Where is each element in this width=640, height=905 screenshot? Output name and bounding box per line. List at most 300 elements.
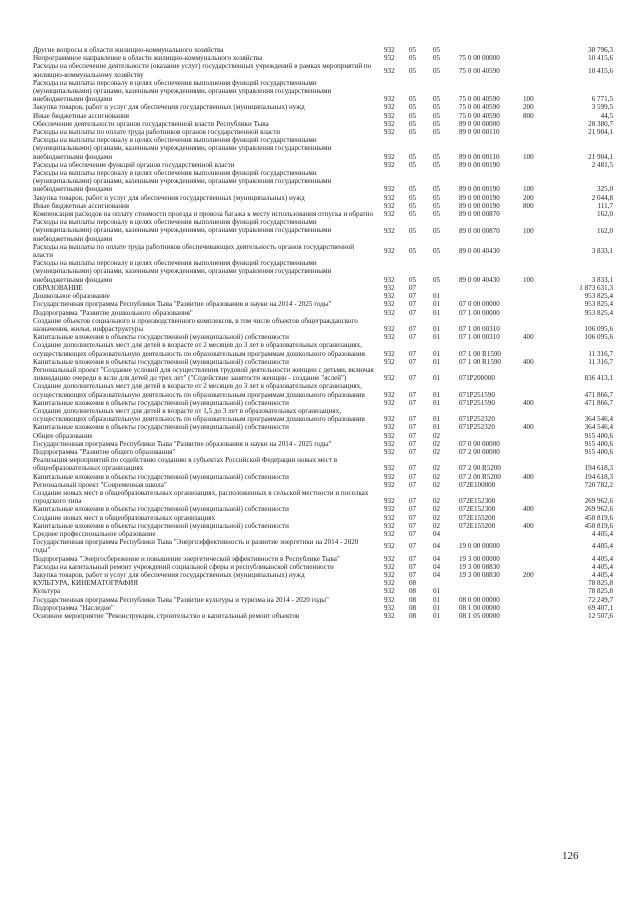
row-name: Обеспечение деятельности органов государственной власти Республики Тыва: [33, 119, 269, 128]
admin-code: 932: [384, 246, 395, 255]
table-row: [33, 555, 613, 563]
section-code: 05: [409, 103, 417, 112]
amount: 11 316,7: [588, 349, 613, 358]
row-name: Подпрограмма "Наследие": [33, 603, 114, 612]
subsection-code: 05: [433, 226, 441, 235]
section-code: 05: [409, 111, 417, 120]
subsection-code: 04: [433, 554, 441, 563]
row-name: Капитальные вложения в объекты государственной (муниципальной) собственности: [33, 472, 289, 481]
table-row: [33, 358, 613, 366]
row-name: Закупка товаров, работ и услуг для обеспечения государственных (муниципальных) нужд: [33, 193, 305, 202]
admin-code: 932: [384, 324, 395, 333]
row-name: Подпрограмма "Энергосбережение и повышение энергетической эффективности в Республике Тыва": [33, 554, 340, 563]
expense-type-code: 800: [523, 111, 534, 120]
admin-code: 932: [384, 210, 395, 219]
row-name: Иные бюджетные ассигнования: [33, 201, 130, 210]
table-row: [33, 522, 613, 530]
amount: 4 405,4: [591, 529, 613, 538]
section-code: 08: [409, 603, 417, 612]
amount: 915 400,6: [584, 439, 613, 448]
section-code: 05: [409, 210, 417, 219]
expense-type-code: 400: [523, 505, 534, 514]
section-code: 08: [409, 587, 417, 596]
table-row: [33, 62, 613, 78]
admin-code: 932: [384, 275, 395, 284]
amount: 111,7: [597, 201, 613, 210]
amount: 450 819,6: [584, 521, 613, 530]
admin-code: 932: [384, 95, 395, 104]
table-row: [33, 292, 613, 300]
subsection-code: 05: [433, 66, 441, 75]
subsection-code: 05: [433, 119, 441, 128]
amount: 836 413,1: [584, 374, 613, 383]
row-name: Расходы на выплаты по оплате труда работников обеспечивающих деятельность органов государственной власти: [33, 242, 355, 260]
row-name: Закупка товаров, работ и услуг для обеспечения государственных (муниципальных) нужд: [33, 103, 305, 112]
amount: 106 095,6: [584, 324, 613, 333]
row-name: Расходы на выплаты персоналу в целях обеспечения выполнения функций государственными (муниципальными) органами, казенными учреждениями, органами управления государственными внебюджетными фондами: [33, 136, 332, 161]
section-code: 07: [409, 571, 417, 579]
expense-type-code: 400: [523, 472, 534, 481]
row-name: Региональный проект "Современная школа": [33, 480, 167, 489]
row-name: Капитальные вложения в объекты государственной (муниципальной) собственности: [33, 333, 289, 342]
table-row: [33, 456, 613, 472]
row-name: Иные бюджетные ассигнования: [33, 111, 130, 120]
expense-type-code: 800: [523, 201, 534, 210]
subsection-code: 01: [433, 390, 441, 399]
admin-code: 932: [384, 497, 395, 506]
subsection-code: 01: [433, 308, 441, 317]
subsection-code: 01: [433, 374, 441, 383]
amount: 915 400,6: [584, 447, 613, 456]
subsection-code: 04: [433, 542, 441, 551]
target-article-code: 07 1 00 00310: [459, 324, 500, 333]
table-row: [33, 423, 613, 431]
admin-code: 932: [384, 505, 395, 514]
amount: 21 904,1: [588, 128, 613, 137]
row-name: Капитальные вложения в объекты государственной (муниципальной) собственности: [33, 423, 289, 432]
row-name: Непрограммное направление в области жилищно-коммунального хозяйства: [33, 54, 263, 63]
target-article-code: 89 0 00 00870: [459, 210, 500, 219]
table-row: [33, 382, 613, 398]
admin-code: 932: [384, 447, 395, 456]
admin-code: 932: [384, 128, 395, 137]
section-code: 07: [409, 542, 417, 551]
subsection-code: 05: [433, 201, 441, 210]
row-name: Расходы на капитальный ремонт учреждений социальной сферы и республиканской собственности: [33, 562, 334, 571]
row-name: Реализация мероприятий по содействию созданию в субъектах Российской Федерации новых мест в общеобразовательных организациях: [33, 456, 338, 473]
admin-code: 932: [384, 357, 395, 366]
row-name: Региональный проект "Создание условий для осуществления трудовой деятельности женщин с детьми, включая ликвидацию очереди в ясли для детей до трех лет" ("Содействие занятости женщин - создание "яслей"): [33, 365, 374, 383]
target-article-code: 071P251590: [459, 398, 495, 407]
row-name: Общее образование: [33, 431, 93, 440]
row-name: Другие вопросы в области жилищно-коммунального хозяйства: [33, 46, 224, 54]
expense-type-code: 200: [523, 103, 534, 112]
table-row: [33, 440, 613, 448]
admin-code: 932: [384, 308, 395, 317]
amount: 953 825,4: [584, 308, 613, 317]
amount: 4 405,4: [591, 571, 613, 579]
subsection-code: 05: [433, 103, 441, 112]
expense-type-code: 400: [523, 398, 534, 407]
section-code: 05: [409, 128, 417, 137]
subsection-code: 02: [433, 497, 441, 506]
admin-code: 932: [384, 542, 395, 551]
section-code: 07: [409, 300, 417, 309]
row-name: Государственная программа Республики Тыва "Развитие образования и науки на 2014 - 2025 годы": [33, 300, 332, 309]
subsection-code: 01: [433, 603, 441, 612]
admin-code: 932: [384, 587, 395, 596]
subsection-code: 05: [433, 54, 441, 63]
table-row: [33, 46, 613, 54]
row-name: Государственная программа Республики Тыва "Развитие культуры и туризма на 2014 - 2020 годы": [33, 595, 329, 604]
admin-code: 932: [384, 612, 395, 621]
section-code: 05: [409, 95, 417, 104]
table-row: [33, 563, 613, 571]
table-row: [33, 194, 613, 202]
section-code: 07: [409, 283, 417, 292]
subsection-code: 02: [433, 447, 441, 456]
amount: 44,5: [600, 111, 613, 120]
admin-code: 932: [384, 201, 395, 210]
section-code: 05: [409, 66, 417, 75]
amount: 325,0: [597, 185, 613, 194]
admin-code: 932: [384, 103, 395, 112]
amount: 10 415,6: [588, 66, 613, 75]
target-article-code: 07 1 00 00310: [459, 333, 500, 342]
admin-code: 932: [384, 283, 395, 292]
subsection-code: 05: [433, 95, 441, 104]
subsection-code: 05: [433, 210, 441, 219]
target-article-code: 89 0 00 00190: [459, 193, 500, 202]
section-code: 08: [409, 612, 417, 621]
section-code: 05: [409, 193, 417, 202]
table-row: [33, 489, 613, 505]
section-code: 07: [409, 447, 417, 456]
table-row: [33, 120, 613, 128]
target-article-code: 07 2 00 R5200: [459, 472, 501, 481]
target-article-code: 072E152300: [459, 497, 496, 506]
expense-type-code: 400: [523, 423, 534, 432]
subsection-code: 02: [433, 505, 441, 514]
subsection-code: 01: [433, 300, 441, 309]
admin-code: 932: [384, 54, 395, 63]
row-name: Создание дополнительных мест для детей в возрасте от 2 месяцев до 3 лет в образовательных организациях, осуществляющих образовательную деятельность по образовательным программам дошкольного образования: [33, 341, 365, 358]
expense-type-code: 400: [523, 333, 534, 342]
amount: 28 380,7: [588, 119, 613, 128]
subsection-code: 01: [433, 423, 441, 432]
row-name: ОБРАЗОВАНИЕ: [33, 283, 83, 292]
target-article-code: 072E100000: [459, 480, 496, 489]
budget-table: [33, 46, 613, 620]
amount: 6 771,5: [591, 95, 613, 104]
target-article-code: 08 1 00 00000: [459, 603, 500, 612]
amount: 106 095,6: [584, 333, 613, 342]
admin-code: 932: [384, 119, 395, 128]
section-code: 05: [409, 246, 417, 255]
table-row: [33, 571, 613, 579]
table-row: [33, 341, 613, 357]
section-code: 07: [409, 529, 417, 538]
table-row: [33, 432, 613, 440]
section-code: 07: [409, 513, 417, 522]
admin-code: 932: [384, 292, 395, 301]
admin-code: 932: [384, 152, 395, 161]
expense-type-code: 200: [523, 193, 534, 202]
expense-type-code: 100: [523, 152, 534, 161]
section-code: 07: [409, 480, 417, 489]
table-row: [33, 612, 613, 620]
row-name: Создание дополнительных мест для детей в возрасте от 1,5 до 3 лет в образовательных организациях, осуществляющих образовательную деятельность по образовательным программам дошкольного образования: [33, 406, 365, 424]
table-row: [33, 333, 613, 341]
amount: 269 962,6: [584, 497, 613, 506]
admin-code: 932: [384, 111, 395, 120]
subsection-code: 05: [433, 246, 441, 255]
admin-code: 932: [384, 374, 395, 383]
target-article-code: 07 0 00 00000: [459, 300, 500, 309]
row-name: Создание дополнительных мест для детей в возрасте от 2 месяцев до 3 лет в образовательных организациях, осуществляющих образовательную деятельность по образовательным программам дошкольного образования: [33, 382, 365, 399]
target-article-code: 07 2 00 R5200: [459, 464, 501, 473]
table-row: [33, 505, 613, 513]
table-row: [33, 317, 613, 333]
admin-code: 932: [384, 46, 395, 54]
amount: 471 866,7: [584, 390, 613, 399]
row-name: Капитальные вложения в объекты государственной (муниципальной) собственности: [33, 398, 289, 407]
section-code: 07: [409, 308, 417, 317]
table-row: [33, 514, 613, 522]
subsection-code: 02: [433, 513, 441, 522]
row-name: Создание новых мест в общеобразовательных организациях: [33, 513, 216, 522]
section-code: 07: [409, 374, 417, 383]
page-number: 126: [562, 850, 579, 862]
amount: 38 796,3: [588, 46, 613, 54]
admin-code: 932: [384, 554, 395, 563]
row-name: Государственная программа Республики Тыва "Энергоэффективность и развитие энергетики на 2014 - 2020 годы": [33, 538, 359, 555]
admin-code: 932: [384, 415, 395, 424]
subsection-code: 05: [433, 111, 441, 120]
amount: 10 415,6: [588, 54, 613, 63]
table-row: [33, 596, 613, 604]
admin-code: 932: [384, 439, 395, 448]
target-article-code: 75 0 00 40590: [459, 66, 500, 75]
subsection-code: 02: [433, 431, 441, 440]
target-article-code: 75 0 00 40590: [459, 95, 500, 104]
subsection-code: 01: [433, 333, 441, 342]
admin-code: 932: [384, 480, 395, 489]
admin-code: 932: [384, 472, 395, 481]
amount: 915 400,6: [584, 431, 613, 440]
amount: 364 546,4: [584, 423, 613, 432]
target-article-code: 071P251590: [459, 390, 495, 399]
target-article-code: 19 3 00 08830: [459, 571, 500, 579]
subsection-code: 02: [433, 521, 441, 530]
section-code: 07: [409, 521, 417, 530]
section-code: 07: [409, 431, 417, 440]
admin-code: 932: [384, 562, 395, 571]
table-row: [33, 161, 613, 169]
row-name: Дошкольное образование: [33, 292, 110, 301]
target-article-code: 19 3 00 08830: [459, 562, 500, 571]
admin-code: 932: [384, 571, 395, 579]
amount: 3 833,1: [591, 275, 613, 284]
target-article-code: 08 0 00 00000: [459, 595, 500, 604]
amount: 953 825,4: [584, 292, 613, 301]
table-row: [33, 309, 613, 317]
admin-code: 932: [384, 513, 395, 522]
table-row: [33, 538, 613, 554]
admin-code: 932: [384, 193, 395, 202]
table-row: [33, 54, 613, 62]
target-article-code: 07 2 00 00000: [459, 447, 500, 456]
section-code: 07: [409, 390, 417, 399]
table-row: [33, 366, 613, 382]
table-row: [33, 530, 613, 538]
target-article-code: 07 1 00 00000: [459, 308, 500, 317]
amount: 78 825,8: [588, 579, 613, 588]
expense-type-code: 200: [523, 571, 534, 579]
amount: 162,0: [597, 226, 613, 235]
subsection-code: 04: [433, 562, 441, 571]
target-article-code: 19 0 00 00000: [459, 542, 500, 551]
target-article-code: 89 0 00 00190: [459, 201, 500, 210]
table-row: [33, 169, 613, 194]
section-code: 05: [409, 119, 417, 128]
amount: 21 904,1: [588, 152, 613, 161]
section-code: 07: [409, 349, 417, 358]
target-article-code: 89 0 00 00190: [459, 160, 500, 169]
row-name: Закупка товаров, работ и услуг для обеспечения государственных (муниципальных) нужд: [33, 571, 305, 579]
target-article-code: 071P252320: [459, 415, 495, 424]
amount: 11 316,7: [588, 357, 613, 366]
table-row: [33, 579, 613, 587]
section-code: 07: [409, 415, 417, 424]
row-name: Основное мероприятие "Реконструкция, строительство и капитальный ремонт объектов: [33, 612, 300, 621]
expense-type-code: 100: [523, 95, 534, 104]
amount: 78 825,8: [588, 587, 613, 596]
section-code: 07: [409, 554, 417, 563]
admin-code: 932: [384, 579, 395, 588]
amount: 364 546,4: [584, 415, 613, 424]
amount: 4 405,4: [591, 542, 613, 551]
subsection-code: 05: [433, 152, 441, 161]
section-code: 05: [409, 201, 417, 210]
table-row: [33, 473, 613, 481]
table-row: [33, 103, 613, 111]
row-name: Подпрограмма "Развитие общего образования": [33, 447, 176, 456]
section-code: 07: [409, 497, 417, 506]
expense-type-code: 400: [523, 521, 534, 530]
section-code: 07: [409, 398, 417, 407]
section-code: 05: [409, 54, 417, 63]
target-article-code: 071P200000: [459, 374, 495, 383]
target-article-code: 072E155200: [459, 521, 496, 530]
expense-type-code: 100: [523, 275, 534, 284]
table-row: [33, 481, 613, 489]
admin-code: 932: [384, 160, 395, 169]
row-name: Среднее профессиональное образование: [33, 529, 156, 538]
admin-code: 932: [384, 529, 395, 538]
section-code: 05: [409, 160, 417, 169]
target-article-code: 072E152300: [459, 505, 496, 514]
row-name: Культура: [33, 587, 61, 596]
row-name: Создание новых мест в общеобразовательных организациях, расположенных в сельской местности и поселках городского типа: [33, 488, 369, 506]
admin-code: 932: [384, 398, 395, 407]
admin-code: 932: [384, 423, 395, 432]
subsection-code: 02: [433, 480, 441, 489]
table-row: [33, 300, 613, 308]
subsection-code: 01: [433, 324, 441, 333]
target-article-code: 89 0 00 00000: [459, 119, 500, 128]
amount: 3 599,5: [591, 103, 613, 112]
table-row: [33, 587, 613, 595]
section-code: 05: [409, 275, 417, 284]
row-name: Расходы на обеспечение функций органов государственной власти: [33, 160, 235, 169]
admin-code: 932: [384, 595, 395, 604]
target-article-code: 071P252320: [459, 423, 495, 432]
table-row: [33, 604, 613, 612]
row-name: Капитальные вложения в объекты государственной (муниципальной) собственности: [33, 505, 289, 514]
subsection-code: 01: [433, 612, 441, 621]
section-code: 08: [409, 595, 417, 604]
amount: 69 407,1: [588, 603, 613, 612]
table-row: [33, 218, 613, 243]
target-article-code: 75 0 00 00000: [459, 54, 500, 63]
subsection-code: 04: [433, 529, 441, 538]
amount: 450 819,6: [584, 513, 613, 522]
subsection-code: 05: [433, 185, 441, 194]
table-row: [33, 243, 613, 259]
subsection-code: 01: [433, 398, 441, 407]
amount: 269 962,6: [584, 505, 613, 514]
admin-code: 932: [384, 300, 395, 309]
amount: 720 782,2: [584, 480, 613, 489]
target-article-code: 08 1 05 00000: [459, 612, 500, 621]
table-row: [33, 399, 613, 407]
admin-code: 932: [384, 603, 395, 612]
section-code: 07: [409, 292, 417, 301]
table-row: [33, 448, 613, 456]
subsection-code: 01: [433, 595, 441, 604]
admin-code: 932: [384, 464, 395, 473]
target-article-code: 89 0 00 00190: [459, 185, 500, 194]
row-name: Расходы на обеспечение деятельности (оказание услуг) государственных учреждений в рамках мероприятий по жилищно-коммунальному хозяйству: [33, 62, 372, 79]
section-code: 07: [409, 357, 417, 366]
table-row: [33, 136, 613, 161]
section-code: 07: [409, 333, 417, 342]
target-article-code: 072E155200: [459, 513, 496, 522]
target-article-code: 07 1 00 R1590: [459, 349, 501, 358]
target-article-code: 89 0 00 00110: [459, 152, 500, 161]
amount: 4 405,4: [591, 562, 613, 571]
amount: 1 873 631,3: [579, 283, 613, 292]
target-article-code: 07 0 00 00000: [459, 439, 500, 448]
amount: 471 866,7: [584, 398, 613, 407]
subsection-code: 04: [433, 571, 441, 579]
table-row: [33, 210, 613, 218]
expense-type-code: 100: [523, 185, 534, 194]
section-code: 08: [409, 579, 417, 588]
target-article-code: 75 0 00 40590: [459, 111, 500, 120]
target-article-code: 89 0 00 00870: [459, 226, 500, 235]
row-name: Расходы на выплаты по оплате труда работников органов государственной власти: [33, 128, 281, 137]
amount: 162,0: [597, 210, 613, 219]
row-name: Расходы на выплаты персоналу в целях обеспечения выполнения функций государственными (муниципальными) органами, казенными учреждениями, органами управления государственными внебюджетными фондами: [33, 259, 332, 284]
subsection-code: 01: [433, 587, 441, 596]
section-code: 05: [409, 185, 417, 194]
amount: 2 044,8: [591, 193, 613, 202]
row-name: Компенсация расходов на оплату стоимости проезда и провоза багажа к месту использования отпуска и обратно: [33, 210, 373, 219]
row-name: Капитальные вложения в объекты государственной (муниципальной) собственности: [33, 521, 289, 530]
subsection-code: 02: [433, 472, 441, 481]
